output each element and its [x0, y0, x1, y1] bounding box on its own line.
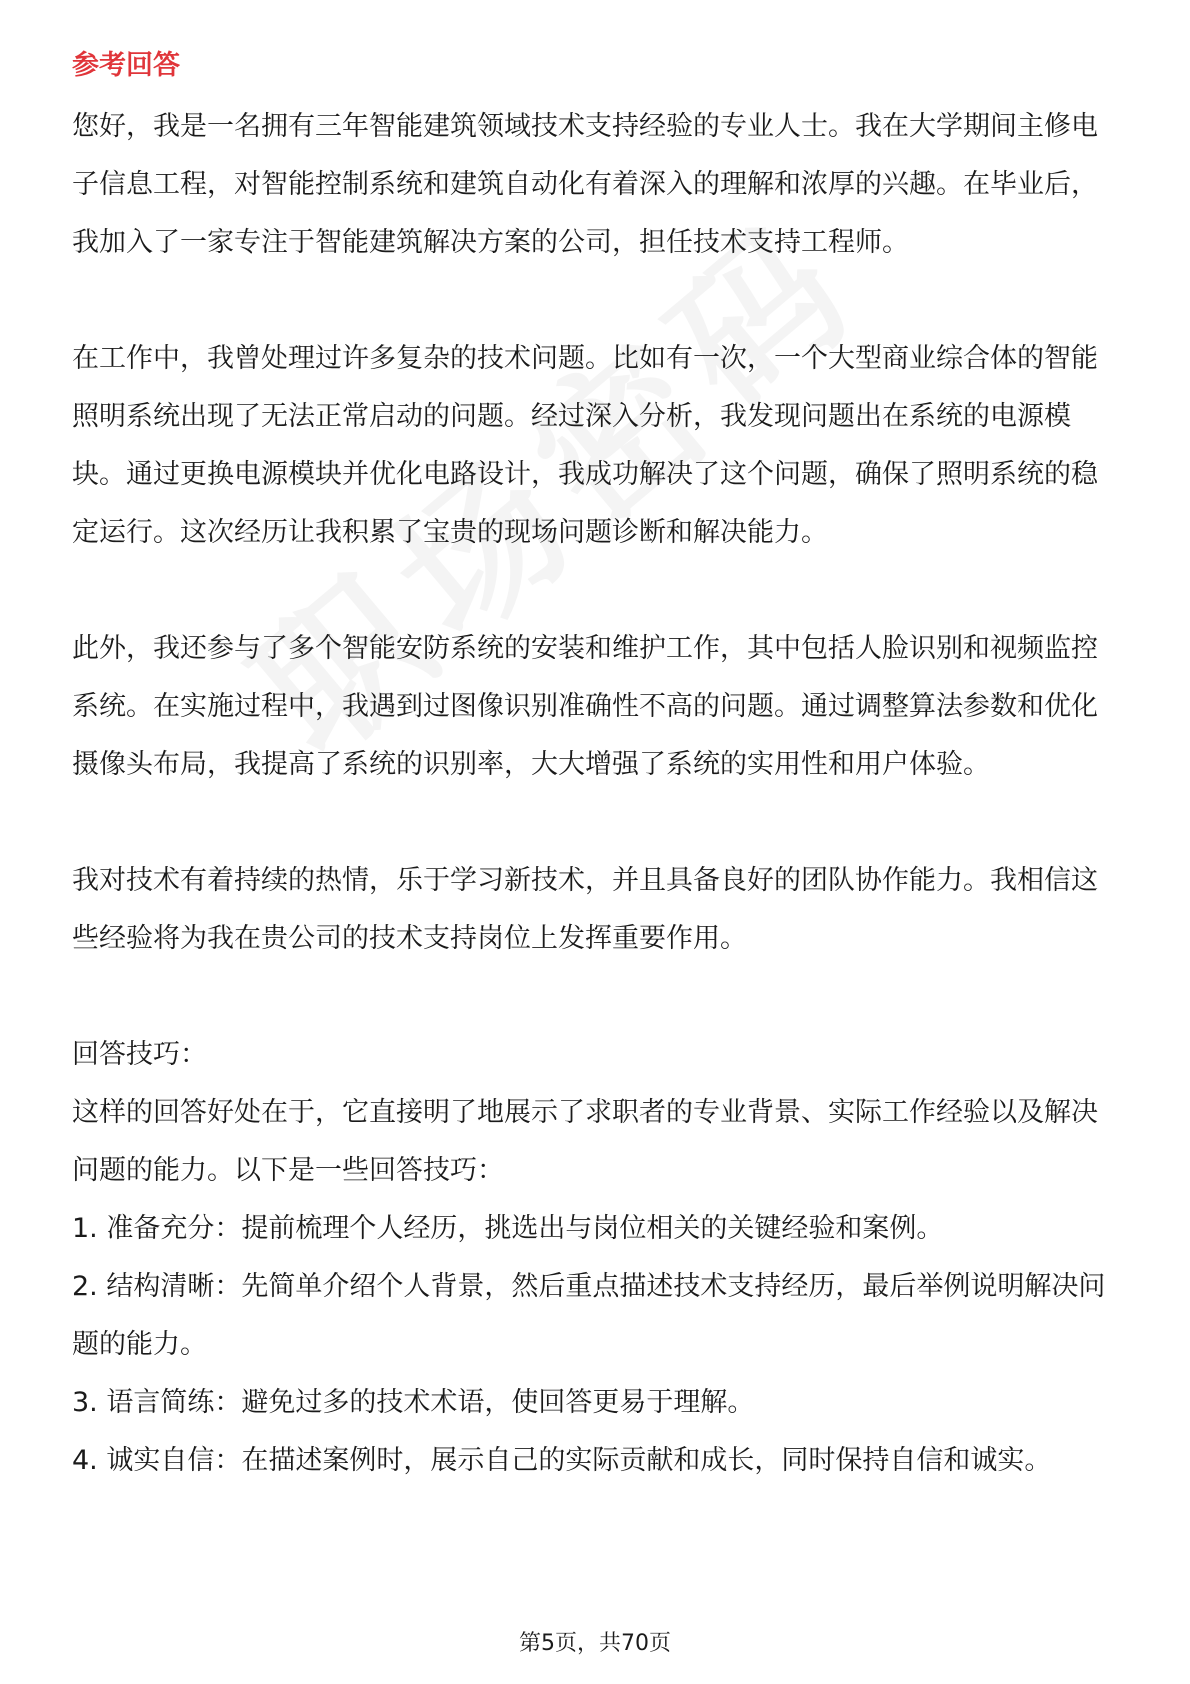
tip-item: 4. 诚实自信：在描述案例时，展示自己的实际贡献和成长，同时保持自信和诚实。	[72, 1445, 1052, 1476]
tip-item: 1. 准备充分：提前梳理个人经历，挑选出与岗位相关的关键经验和案例。	[72, 1213, 944, 1244]
answer-paragraph-3: 此外，我还参与了多个智能安防系统的安装和维护工作，其中包括人脸识别和视频监控系统。在实施过程中，我遇到过图像识别准确性不高的问题。通过调整算法参数和优化摄像头布局，我提高了系统的识别率，大大增强了系统的实用性和用户体验。	[72, 633, 1098, 780]
document-body	[72, 46, 1118, 1490]
tip-item: 2. 结构清晰：先简单介绍个人背景，然后重点描述技术支持经历，最后举例说明解决问题的能力。	[72, 1271, 1106, 1360]
answer-paragraph-2: 在工作中，我曾处理过许多复杂的技术问题。比如有一次，一个大型商业综合体的智能照明系统出现了无法正常启动的问题。经过深入分析，我发现问题出在系统的电源模块。通过更换电源模块并优化电路设计，我成功解决了这个问题，确保了照明系统的稳定运行。这次经历让我积累了宝贵的现场问题诊断和解决能力。	[72, 343, 1098, 548]
tips-title: 回答技巧：	[72, 1039, 207, 1070]
page-number-footer: 第5页，共70页	[519, 1631, 671, 1656]
tip-item: 3. 语言简练：避免过多的技术术语，使回答更易于理解。	[72, 1387, 755, 1418]
tips-intro: 这样的回答好处在于，它直接明了地展示了求职者的专业背景、实际工作经验以及解决问题的能力。以下是一些回答技巧：	[72, 1097, 1098, 1186]
answer-paragraph-1: 您好，我是一名拥有三年智能建筑领域技术支持经验的专业人士。我在大学期间主修电子信息工程，对智能控制系统和建筑自动化有着深入的理解和浓厚的兴趣。在毕业后，我加入了一家专注于智能建筑解决方案的公司，担任技术支持工程师。	[72, 111, 1098, 258]
answer-paragraph-4: 我对技术有着持续的热情，乐于学习新技术，并且具备良好的团队协作能力。我相信这些经验将为我在贵公司的技术支持岗位上发挥重要作用。	[72, 865, 1098, 954]
section-heading: 参考回答	[72, 50, 180, 81]
